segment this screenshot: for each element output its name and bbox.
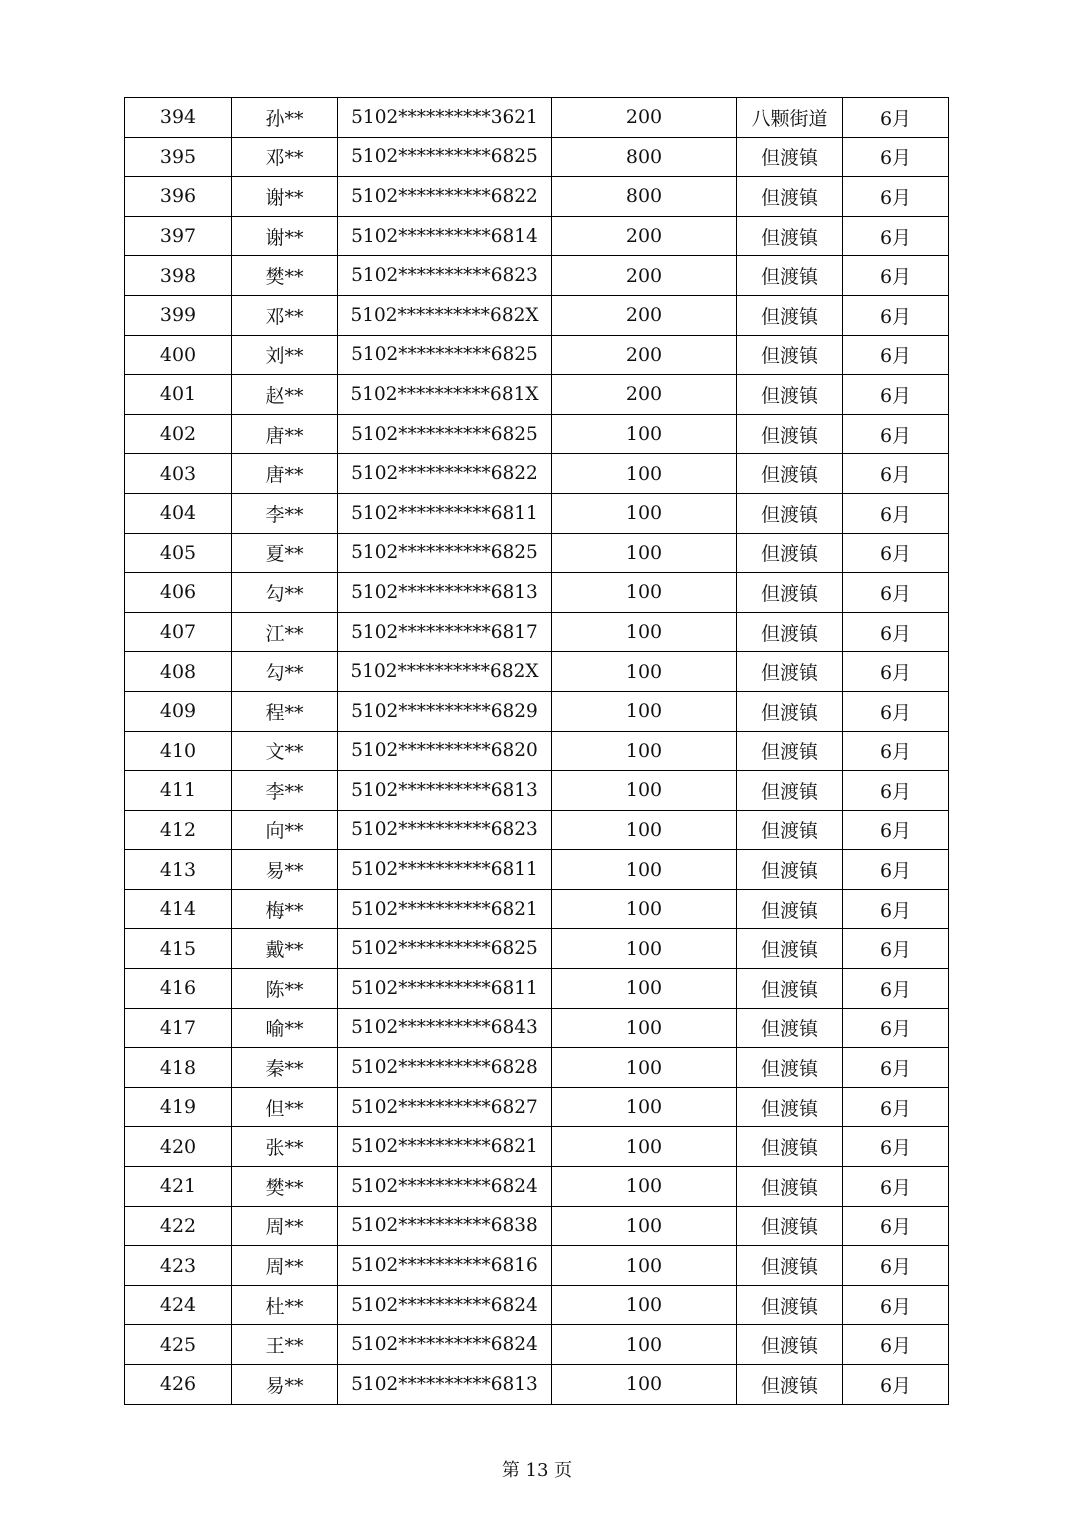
id-number-cell: 5102**********6825 [338, 137, 552, 177]
amount-cell: 100 [552, 652, 737, 692]
name-cell: 向** [232, 810, 338, 850]
amount-cell: 100 [552, 969, 737, 1009]
index-cell: 424 [125, 1285, 232, 1325]
town-cell: 但渡镇 [737, 889, 843, 929]
month-cell: 6月 [843, 1325, 949, 1365]
name-cell: 易** [232, 850, 338, 890]
town-cell: 但渡镇 [737, 335, 843, 375]
name-cell: 李** [232, 493, 338, 533]
index-cell: 415 [125, 929, 232, 969]
amount-cell: 100 [552, 731, 737, 771]
table-row [125, 177, 949, 217]
index-cell: 395 [125, 137, 232, 177]
amount-cell: 100 [552, 612, 737, 652]
month-cell: 6月 [843, 573, 949, 613]
index-cell: 417 [125, 1008, 232, 1048]
amount-cell: 100 [552, 454, 737, 494]
amount-cell: 200 [552, 256, 737, 296]
town-cell: 但渡镇 [737, 652, 843, 692]
name-cell: 陈** [232, 969, 338, 1009]
town-cell: 但渡镇 [737, 177, 843, 217]
month-cell: 6月 [843, 1127, 949, 1167]
town-cell: 但渡镇 [737, 533, 843, 573]
index-cell: 394 [125, 98, 232, 138]
table-row [125, 335, 949, 375]
index-cell: 420 [125, 1127, 232, 1167]
town-cell: 但渡镇 [737, 850, 843, 890]
table-row [125, 573, 949, 613]
table-row [125, 1285, 949, 1325]
id-number-cell: 5102**********6827 [338, 1087, 552, 1127]
month-cell: 6月 [843, 533, 949, 573]
month-cell: 6月 [843, 335, 949, 375]
name-cell: 夏** [232, 533, 338, 573]
month-cell: 6月 [843, 137, 949, 177]
town-cell: 但渡镇 [737, 454, 843, 494]
index-cell: 405 [125, 533, 232, 573]
amount-cell: 100 [552, 1325, 737, 1365]
table-row [125, 375, 949, 415]
amount-cell: 100 [552, 1206, 737, 1246]
id-number-cell: 5102**********6822 [338, 454, 552, 494]
table-row [125, 1206, 949, 1246]
table-row [125, 1127, 949, 1167]
amount-cell: 100 [552, 1365, 737, 1405]
town-cell: 但渡镇 [737, 810, 843, 850]
index-cell: 412 [125, 810, 232, 850]
town-cell: 但渡镇 [737, 493, 843, 533]
amount-cell: 100 [552, 850, 737, 890]
index-cell: 402 [125, 414, 232, 454]
month-cell: 6月 [843, 493, 949, 533]
index-cell: 398 [125, 256, 232, 296]
amount-cell: 100 [552, 1127, 737, 1167]
town-cell: 但渡镇 [737, 414, 843, 454]
id-number-cell: 5102**********6825 [338, 929, 552, 969]
month-cell: 6月 [843, 1206, 949, 1246]
town-cell: 但渡镇 [737, 256, 843, 296]
name-cell: 喻** [232, 1008, 338, 1048]
id-number-cell: 5102**********6811 [338, 969, 552, 1009]
town-cell: 但渡镇 [737, 1087, 843, 1127]
amount-cell: 200 [552, 335, 737, 375]
id-number-cell: 5102**********6824 [338, 1167, 552, 1207]
amount-cell: 100 [552, 573, 737, 613]
id-number-cell: 5102**********6813 [338, 1365, 552, 1405]
month-cell: 6月 [843, 256, 949, 296]
name-cell: 易** [232, 1365, 338, 1405]
amount-cell: 200 [552, 295, 737, 335]
month-cell: 6月 [843, 969, 949, 1009]
table-row [125, 1048, 949, 1088]
table-row [125, 256, 949, 296]
index-cell: 423 [125, 1246, 232, 1286]
id-number-cell: 5102**********682X [338, 652, 552, 692]
name-cell: 程** [232, 691, 338, 731]
table-row [125, 137, 949, 177]
amount-cell: 100 [552, 691, 737, 731]
index-cell: 408 [125, 652, 232, 692]
id-number-cell: 5102**********6829 [338, 691, 552, 731]
town-cell: 但渡镇 [737, 1127, 843, 1167]
amount-cell: 100 [552, 414, 737, 454]
amount-cell: 100 [552, 1087, 737, 1127]
id-number-cell: 5102**********6825 [338, 533, 552, 573]
table-row [125, 652, 949, 692]
index-cell: 422 [125, 1206, 232, 1246]
table-row [125, 810, 949, 850]
town-cell: 但渡镇 [737, 691, 843, 731]
index-cell: 404 [125, 493, 232, 533]
town-cell: 但渡镇 [737, 969, 843, 1009]
town-cell: 但渡镇 [737, 1325, 843, 1365]
id-number-cell: 5102**********6824 [338, 1285, 552, 1325]
id-number-cell: 5102**********6843 [338, 1008, 552, 1048]
index-cell: 401 [125, 375, 232, 415]
name-cell: 杜** [232, 1285, 338, 1325]
id-number-cell: 5102**********6823 [338, 256, 552, 296]
month-cell: 6月 [843, 889, 949, 929]
index-cell: 426 [125, 1365, 232, 1405]
name-cell: 张** [232, 1127, 338, 1167]
town-cell: 但渡镇 [737, 137, 843, 177]
month-cell: 6月 [843, 1087, 949, 1127]
index-cell: 421 [125, 1167, 232, 1207]
record-table [124, 97, 949, 1405]
index-cell: 416 [125, 969, 232, 1009]
id-number-cell: 5102**********6828 [338, 1048, 552, 1088]
name-cell: 秦** [232, 1048, 338, 1088]
id-number-cell: 5102**********6814 [338, 216, 552, 256]
town-cell: 但渡镇 [737, 375, 843, 415]
table-row [125, 533, 949, 573]
id-number-cell: 5102**********6813 [338, 573, 552, 613]
index-cell: 413 [125, 850, 232, 890]
id-number-cell: 5102**********6811 [338, 493, 552, 533]
town-cell: 但渡镇 [737, 929, 843, 969]
name-cell: 王** [232, 1325, 338, 1365]
name-cell: 文** [232, 731, 338, 771]
table-row [125, 889, 949, 929]
index-cell: 406 [125, 573, 232, 613]
table-row [125, 1325, 949, 1365]
name-cell: 周** [232, 1246, 338, 1286]
index-cell: 400 [125, 335, 232, 375]
id-number-cell: 5102**********6821 [338, 889, 552, 929]
table-row [125, 1167, 949, 1207]
table-row [125, 612, 949, 652]
month-cell: 6月 [843, 612, 949, 652]
table-row [125, 1365, 949, 1405]
month-cell: 6月 [843, 375, 949, 415]
name-cell: 谢** [232, 216, 338, 256]
index-cell: 397 [125, 216, 232, 256]
index-cell: 410 [125, 731, 232, 771]
id-number-cell: 5102**********3621 [338, 98, 552, 138]
id-number-cell: 5102**********6813 [338, 771, 552, 811]
town-cell: 但渡镇 [737, 1246, 843, 1286]
town-cell: 但渡镇 [737, 1048, 843, 1088]
table-row [125, 98, 949, 138]
amount-cell: 100 [552, 1008, 737, 1048]
name-cell: 但** [232, 1087, 338, 1127]
amount-cell: 100 [552, 1048, 737, 1088]
id-number-cell: 5102**********6823 [338, 810, 552, 850]
month-cell: 6月 [843, 929, 949, 969]
index-cell: 411 [125, 771, 232, 811]
page-number: 第 13 页 [501, 1460, 573, 1481]
id-number-cell: 5102**********6817 [338, 612, 552, 652]
index-cell: 414 [125, 889, 232, 929]
name-cell: 梅** [232, 889, 338, 929]
month-cell: 6月 [843, 850, 949, 890]
name-cell: 孙** [232, 98, 338, 138]
name-cell: 周** [232, 1206, 338, 1246]
index-cell: 418 [125, 1048, 232, 1088]
table-row [125, 295, 949, 335]
name-cell: 唐** [232, 454, 338, 494]
month-cell: 6月 [843, 691, 949, 731]
index-cell: 419 [125, 1087, 232, 1127]
index-cell: 399 [125, 295, 232, 335]
amount-cell: 100 [552, 493, 737, 533]
town-cell: 但渡镇 [737, 1365, 843, 1405]
town-cell: 但渡镇 [737, 1206, 843, 1246]
town-cell: 但渡镇 [737, 1285, 843, 1325]
id-number-cell: 5102**********6825 [338, 414, 552, 454]
town-cell: 但渡镇 [737, 771, 843, 811]
town-cell: 但渡镇 [737, 1167, 843, 1207]
town-cell: 但渡镇 [737, 731, 843, 771]
id-number-cell: 5102**********682X [338, 295, 552, 335]
town-cell: 但渡镇 [737, 1008, 843, 1048]
table-row [125, 929, 949, 969]
id-number-cell: 5102**********681X [338, 375, 552, 415]
month-cell: 6月 [843, 810, 949, 850]
table-row [125, 1087, 949, 1127]
index-cell: 403 [125, 454, 232, 494]
table-row [125, 454, 949, 494]
amount-cell: 200 [552, 375, 737, 415]
amount-cell: 800 [552, 177, 737, 217]
month-cell: 6月 [843, 414, 949, 454]
name-cell: 樊** [232, 1167, 338, 1207]
name-cell: 邓** [232, 137, 338, 177]
amount-cell: 100 [552, 771, 737, 811]
name-cell: 赵** [232, 375, 338, 415]
id-number-cell: 5102**********6811 [338, 850, 552, 890]
name-cell: 邓** [232, 295, 338, 335]
town-cell: 八颗街道 [737, 98, 843, 138]
table-row [125, 969, 949, 1009]
table-row [125, 691, 949, 731]
id-number-cell: 5102**********6824 [338, 1325, 552, 1365]
month-cell: 6月 [843, 1246, 949, 1286]
table-row [125, 771, 949, 811]
id-number-cell: 5102**********6820 [338, 731, 552, 771]
name-cell: 唐** [232, 414, 338, 454]
name-cell: 勾** [232, 652, 338, 692]
month-cell: 6月 [843, 1167, 949, 1207]
month-cell: 6月 [843, 1048, 949, 1088]
month-cell: 6月 [843, 177, 949, 217]
amount-cell: 800 [552, 137, 737, 177]
id-number-cell: 5102**********6825 [338, 335, 552, 375]
month-cell: 6月 [843, 771, 949, 811]
id-number-cell: 5102**********6816 [338, 1246, 552, 1286]
record-table-body [125, 98, 949, 1405]
id-number-cell: 5102**********6822 [338, 177, 552, 217]
table-row [125, 1008, 949, 1048]
table-row [125, 414, 949, 454]
amount-cell: 200 [552, 216, 737, 256]
name-cell: 勾** [232, 573, 338, 613]
amount-cell: 100 [552, 1285, 737, 1325]
name-cell: 刘** [232, 335, 338, 375]
amount-cell: 100 [552, 889, 737, 929]
month-cell: 6月 [843, 216, 949, 256]
table-row [125, 493, 949, 533]
month-cell: 6月 [843, 1008, 949, 1048]
month-cell: 6月 [843, 1285, 949, 1325]
index-cell: 407 [125, 612, 232, 652]
amount-cell: 100 [552, 533, 737, 573]
amount-cell: 200 [552, 98, 737, 138]
table-row [125, 216, 949, 256]
name-cell: 谢** [232, 177, 338, 217]
index-cell: 396 [125, 177, 232, 217]
id-number-cell: 5102**********6838 [338, 1206, 552, 1246]
name-cell: 戴** [232, 929, 338, 969]
name-cell: 李** [232, 771, 338, 811]
month-cell: 6月 [843, 731, 949, 771]
table-row [125, 850, 949, 890]
id-number-cell: 5102**********6821 [338, 1127, 552, 1167]
amount-cell: 100 [552, 929, 737, 969]
table-row [125, 731, 949, 771]
index-cell: 425 [125, 1325, 232, 1365]
month-cell: 6月 [843, 295, 949, 335]
town-cell: 但渡镇 [737, 295, 843, 335]
amount-cell: 100 [552, 1246, 737, 1286]
name-cell: 樊** [232, 256, 338, 296]
name-cell: 江** [232, 612, 338, 652]
table-row [125, 1246, 949, 1286]
amount-cell: 100 [552, 810, 737, 850]
month-cell: 6月 [843, 454, 949, 494]
month-cell: 6月 [843, 652, 949, 692]
town-cell: 但渡镇 [737, 612, 843, 652]
index-cell: 409 [125, 691, 232, 731]
town-cell: 但渡镇 [737, 573, 843, 613]
town-cell: 但渡镇 [737, 216, 843, 256]
month-cell: 6月 [843, 98, 949, 138]
amount-cell: 100 [552, 1167, 737, 1207]
month-cell: 6月 [843, 1365, 949, 1405]
